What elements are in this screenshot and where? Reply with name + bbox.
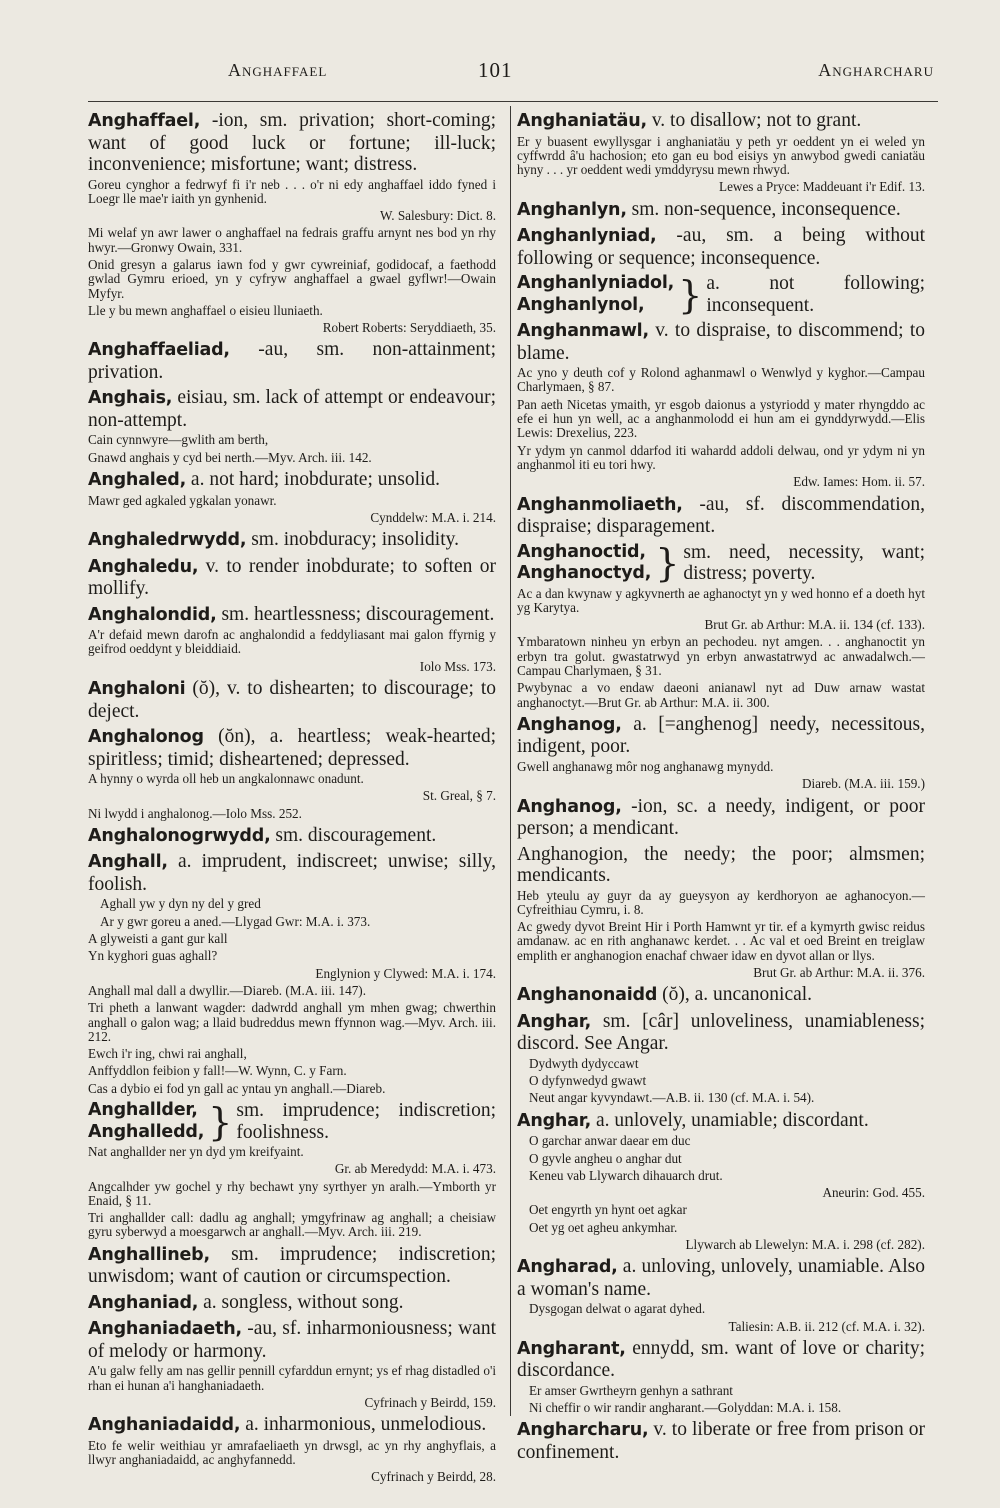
headword: Anghanog, (517, 714, 622, 735)
dictionary-entry (517, 320, 925, 489)
citation-quote: Pwybynac a vo endaw daeoni anianawl nyt ad Duw arnaw wastat anghanoctyt.—Brut Gr. ab Arthur: M.A. ii. 300. (517, 680, 925, 710)
headword: Anghaniad, (88, 1292, 199, 1313)
definition: eisiau, sm. lack of attempt or endeavour; non-attempt. (88, 387, 496, 431)
definition: sm. inobduracy; insolidity. (246, 529, 459, 551)
citation-source: Edw. Iames: Hom. ii. 57. (793, 474, 925, 490)
definition: sm. need, necessity, want; distress; poverty. (683, 541, 925, 585)
definition-line (88, 469, 496, 492)
definition: sm. [câr] unloveliness, unamiableness; discord. See Angar. (517, 1010, 925, 1055)
definition: sm. discouragement. (270, 824, 437, 846)
citation-quote: O garchar anwar daear em duc (529, 1133, 691, 1149)
headword: Anghaniatäu, (517, 111, 647, 131)
citation-source: Brut Gr. ab Arthur: M.A. ii. 376. (753, 965, 925, 981)
dictionary-entry (517, 714, 925, 792)
definition-line (88, 678, 496, 722)
definition: -au, sf. discommendation, dispraise; disparagement. (517, 493, 925, 538)
headword: Anghalledd, (88, 1121, 205, 1142)
headword: Anghaffaeliad, (88, 340, 230, 361)
headword: Anghall, (88, 852, 168, 873)
dictionary-entry (88, 1292, 496, 1315)
citation-quote: Ni lwydd i anghalonog.—Iolo Mss. 252. (88, 805, 302, 821)
headword: Anghanog, (517, 796, 622, 817)
definition-line (88, 1292, 496, 1315)
definition-line (517, 984, 925, 1007)
citation-quote: Dysgogan delwat o agarat dyhed. (529, 1301, 706, 1317)
citation-quote: Anffyddlon feibion y fall!—W. Wynn, C. y Farn. (88, 1063, 347, 1079)
dictionary-entry (88, 110, 496, 335)
dictionary-entry (88, 825, 496, 848)
dictionary-entry (88, 851, 496, 1096)
citation-quote: Ymbaratown ninheu yn erbyn an pechodeu. nyt amgen. . . anghanoctit yn erbyn tra golut. gwastatrwyd yn erbyn anwastatrwyd ac anwadalwch.—Campau Charlymaen, § 31. (517, 634, 925, 679)
citation-quote: Oet engyrth yn hynt oet agkar (529, 1202, 687, 1218)
dictionary-entry (88, 529, 496, 552)
headword-pair (517, 273, 674, 316)
citation-quote: Ac yno y deuth cof y Rolond aghanmawl o Wenwlyd y kyghor.—Campau Charlymaen, § 87. (517, 365, 925, 395)
dictionary-entry (517, 225, 925, 269)
citation-quote: Angcalhder yw gochel y rhy bechawt yny syrthyer yn aralh.—Ymborth yr Enaid, § 11. (88, 1178, 496, 1208)
definition-line (517, 844, 925, 887)
definition: a. [=anghenog] needy, necessitous, indigent, poor. (517, 713, 925, 758)
headword: Anghaniadaeth, (88, 1319, 242, 1340)
citation-source: W. Salesbury: Dict. 8. (380, 208, 496, 224)
definition-line (88, 1318, 496, 1362)
definition: -au, sm. non-attainment; privation. (88, 339, 496, 383)
citation-quote: Onid gresyn a galarus iawn fod y gwr cywreiniaf, godidocaf, a faethodd gwlad Gymru erioed, yn y cyfryw anghaffael a gwael gyflwr!—Owain Myfyr. (88, 256, 496, 301)
citation-source: Iolo Mss. 173. (419, 658, 496, 674)
dictionary-entry (88, 1100, 496, 1240)
definition: (ŏ), v. to dishearten; to discourage; to deject. (88, 678, 496, 722)
headword: Anghanmawl, (517, 321, 649, 342)
citation-source: Diareb. (M.A. iii. 159.) (801, 776, 925, 792)
dictionary-entry (88, 387, 496, 465)
citation-source: Brut Gr. ab Arthur: M.A. ii. 134 (cf. 133). (704, 617, 925, 633)
citation-quote: Yr ydym yn canmol ddarfod iti wahardd addoli delwau, ond yr ydym ni yn anghanmol iti eu tori hwy. (517, 442, 925, 472)
headword: Anghallineb, (88, 1244, 210, 1265)
definition: Anghanogion, the needy; the poor; almsmen; mendicants. (517, 843, 925, 887)
citation-quote: O gyvle angheu o anghar dut (529, 1150, 682, 1166)
citation-source: Cyfrinach y Beirdd, 159. (364, 1394, 496, 1410)
brace-symbol: } (655, 541, 680, 586)
citation-quote: Anghall mal dall a dwyllir.—Diareb. (M.A. iii. 147). (88, 982, 366, 998)
definition-line (517, 796, 925, 840)
citation-quote: Ewch i'r ing, chwi rai anghall, (88, 1046, 247, 1062)
headword: Anghanlyn, (517, 199, 627, 220)
headword: Anghanlyniad, (517, 226, 657, 247)
definition-line (88, 726, 496, 770)
citation-quote: Er amser Gwrtheyrn genhyn a sathrant (529, 1382, 733, 1398)
citation-quote: A hynny o wyrda oll heb un angkalonnawc onadunt. (88, 771, 364, 787)
citation-source: Taliesin: A.B. ii. 212 (cf. M.A. i. 32). (728, 1318, 925, 1334)
citation-quote: A'u galw felly am nas gellir pennill cyfarddun ernynt; ys ef rhag distadled o'i rhan ei hunan a'i hanghaniadaeth. (88, 1363, 496, 1393)
dictionary-entry (517, 984, 925, 1007)
dictionary-entry (88, 1318, 496, 1410)
dictionary-entry (517, 1338, 925, 1416)
dictionary-entry (517, 1011, 925, 1106)
citation-source: Cyfrinach y Beirdd, 28. (371, 1469, 496, 1485)
brace-symbol: } (678, 272, 703, 317)
definition-line (517, 494, 925, 538)
brace-symbol: } (208, 1099, 233, 1144)
citation-source: Lewes a Pryce: Maddeuant i'r Edif. 13. (719, 179, 925, 195)
citation-quote: Nat anghallder ner yn dyd ym kreifyaint. (88, 1144, 304, 1159)
dictionary-entry (88, 556, 496, 600)
citation-quote: Eto fe welir weithiau yr amrafaeliaeth yn drwsgl, ac yn rhy anghyflais, a llwyr anghaniadaidd, ac anghyfannedd. (88, 1437, 496, 1467)
definition: (ŏ), a. uncanonical. (657, 984, 813, 1006)
headword: Anghanlyniadol, (517, 273, 675, 294)
definition: v. to disallow; not to grant. (646, 110, 862, 131)
definition-line (88, 387, 496, 431)
definition-line (517, 225, 925, 269)
citation-quote: Yn kyghori guas aghall? (88, 948, 218, 964)
citation-source: Aneurin: God. 455. (822, 1185, 925, 1201)
definition: sm. imprudence; indiscretion; foolishness. (236, 1100, 496, 1143)
definition: a. unlovely, unamiable; discordant. (591, 1109, 869, 1131)
definition-line (517, 1110, 925, 1133)
dictionary-entry (517, 542, 925, 710)
dictionary-entry (88, 1414, 496, 1484)
citation-source: Englynion y Clywed: M.A. i. 174. (315, 965, 496, 981)
headword: Anghaled, (88, 470, 187, 491)
definition: a. songless, without song. (198, 1291, 404, 1313)
citation-quote: Goreu cynghor a fedrwyf fi i'r neb . . . o'r ni edy anghaffael iddo fyned i Loegr lle mae'r iaith yn gynhenid. (88, 176, 496, 206)
definition-line (517, 1011, 925, 1055)
dictionary-entry (517, 796, 925, 840)
definition-line (517, 1419, 925, 1463)
definition: a. not hard; inobdurate; unsolid. (186, 469, 441, 491)
dictionary-entry (517, 1256, 925, 1334)
definition-line (88, 604, 496, 627)
definition-line (517, 320, 925, 364)
citation-quote: Oet yg oet agheu ankymhar. (529, 1219, 678, 1235)
headword: Anghar, (517, 1110, 592, 1131)
citation-quote: Dydwyth dydyccawt (529, 1055, 639, 1071)
right-column (517, 110, 925, 1463)
dictionary-entry (517, 110, 925, 195)
definition-line (88, 556, 496, 600)
definition-line (88, 110, 496, 176)
definition: a. inharmonious, unmelodious. (240, 1414, 487, 1436)
definition: a. unloving, unlovely, unamiable. Also a woman's name. (517, 1256, 925, 1300)
column-divider (510, 106, 511, 1416)
dictionary-entry (88, 469, 496, 525)
headword: Anghaloni (88, 679, 186, 700)
dictionary-entry (88, 604, 496, 674)
definition-line (88, 851, 496, 895)
citation-quote: Heb yteulu ay guyr da ay gueysyon ay kerdhoryon ae aghanocyon.—Cyfreithiau Cymru, i. 8. (517, 887, 925, 917)
headword: Anghanlynol, (517, 294, 645, 315)
citation-quote: A'r defaid mewn darofn ac anghalondid a feddyliasant mai galon ffyrnig y geifrod oeddynt y bleiddiaid. (88, 627, 496, 657)
citation-source: Cynddelw: M.A. i. 214. (370, 509, 496, 525)
definition-line (517, 714, 925, 758)
definition: a. imprudent, indiscreet; unwise; silly, foolish. (88, 851, 496, 895)
definition: v. to liberate or free from prison or confinement. (517, 1419, 925, 1463)
definition: v. to dispraise, to discommend; to blame. (517, 320, 925, 364)
headword: Anghaledu, (88, 556, 199, 577)
citation-source: Llywarch ab Llewelyn: M.A. i. 298 (cf. 282). (685, 1236, 925, 1252)
definition: sm. imprudence; indiscretion; unwisdom; want of caution or circumspection. (88, 1243, 496, 1288)
definition: -ion, sm. privation; short-coming; want of good luck or fortune; ill-luck; inconvenience; misfortune; want; distress. (88, 110, 496, 175)
headword-pair (517, 542, 651, 585)
dictionary-entry (517, 844, 925, 981)
header-right-guide-word: Angharcharu (818, 60, 934, 80)
definition: sm. heartlessness; discouragement. (216, 603, 495, 625)
citation-quote: Neut angar kyvyndawt.—A.B. ii. 130 (cf. M.A. i. 54). (529, 1090, 815, 1106)
definition: a. not following; inconsequent. (706, 273, 925, 316)
headword: Angharant, (517, 1338, 626, 1359)
citation-quote: Cain cynnwyre—gwlith am berth, (88, 432, 269, 448)
definition-line (88, 825, 496, 848)
headword: Anghalonogrwydd, (88, 825, 271, 846)
definition: -au, sf. inharmoniousness; want of melody or harmony. (88, 1318, 496, 1362)
paired-headword-entry (88, 1100, 496, 1143)
dictionary-entry (517, 1419, 925, 1463)
definition: v. to render inobdurate; to soften or mollify. (88, 555, 496, 600)
dictionary-entry (88, 726, 496, 821)
citation-quote: Ni cheffir o wir randir angharant.—Golyddan: M.A. i. 158. (529, 1400, 842, 1416)
definition-line (88, 529, 496, 552)
citation-source: Gr. ab Meredydd: M.A. i. 473. (334, 1161, 496, 1177)
headword-pair (88, 1100, 204, 1143)
headword: Anghanmoliaeth, (517, 494, 683, 515)
citation-quote: Gwell anghanawg môr nog anghanawg mynydd. (517, 758, 774, 774)
definition: -au, sm. a being without following or sequence; inconsequence. (517, 225, 925, 269)
citation-quote: A glyweisti a gant gur kall (88, 931, 228, 947)
citation-quote: Pan aeth Nicetas ymaith, yr esgob daionus a ystyriodd y mater rhyngddo ac efe ei hun yn well, ac a anghanmolodd ei hun am ei gynddyrwydd.—Elis Lewis: Drexelius, 223. (517, 396, 925, 441)
headword: Anghais, (88, 388, 173, 409)
citation-quote: O dyfynwedyd gwawt (529, 1073, 647, 1089)
citation-quote: Tri pheth a lanwant wagder: dadwrdd anghall ym mhen gwag; chwerthin anghall o galon wag; a llaid budreddus mewn ffynnon wag.—Myv. Arch. iii. 212. (88, 1000, 496, 1044)
left-column (88, 110, 496, 1485)
page-header (88, 60, 938, 90)
dictionary-entry (517, 1110, 925, 1253)
definition: (ŏn), a. heartless; weak-hearted; spiritless; timid; disheartened; depressed. (88, 726, 496, 770)
page-number: 101 (478, 58, 513, 82)
definition-line (88, 339, 496, 383)
citation-quote: Tri anghallder call: dadlu ag anghall; ymgyfrinaw ag anghall; a cheisiaw gyru syberwyd a moesgarwch ar anghall.—Myv. Arch. iii. 219. (88, 1210, 496, 1240)
headword: Anghaledrwydd, (88, 530, 247, 551)
dictionary-entry (88, 1244, 496, 1288)
citation-quote: Er y buasent ewyllysgar i anghaniatäu y peth yr oeddent yn ei weled yn cyffwrdd â'u hachosion; eto gan eu bod eisiys yn anwybod gwedi caniatäu hyny . . . yr oeddent wedi ymddyrysu mewn rhwyd. (517, 133, 925, 178)
dictionary-entry (88, 678, 496, 722)
headword: Angharad, (517, 1257, 618, 1278)
headword: Anghanoctyd, (517, 563, 652, 584)
headword: Anghanonaidd (517, 985, 658, 1006)
citation-quote: Cas a dybio ei fod yn gall ac yntau yn anghall.—Diareb. (88, 1080, 386, 1096)
citation-quote: Lle y bu mewn anghaffael o eisieu lluniaeth. (88, 302, 323, 318)
citation-quote: Mawr ged agkaled ygkalan yonawr. (88, 492, 277, 508)
citation-source: Robert Roberts: Seryddiaeth, 35. (322, 320, 496, 336)
citation-quote: Ac a dan kwynaw y agkyvnerth ae aghanoctyt yn y wed honno ef a doeth hyt yg Karytya. (517, 585, 925, 615)
headword: Anghalonog (88, 727, 204, 748)
citation-source: St. Greal, § 7. (422, 788, 496, 804)
definition-line (517, 1256, 925, 1300)
headword: Anghallder, (88, 1100, 198, 1120)
definition: ennydd, sm. want of love or charity; discordance. (517, 1337, 925, 1382)
citation-quote: Gnawd anghais y cyd bei nerth.—Myv. Arch. iii. 142. (88, 449, 372, 465)
definition-line (88, 1244, 496, 1288)
headword: Anghanoctid, (517, 541, 646, 562)
citation-quote: Keneu vab Llywarch dihauarch drut. (529, 1167, 723, 1183)
header-left-guide-word: Anghaffael (228, 60, 328, 80)
citation-quote: Ac gwedy dyvot Breint Hir i Porth Hamwnt yr tir. ef a kymyrth gwisc reidus amdanaw. ac en rith anghanawc kerdet. . . Ac val et oed Breint en treiglaw emplith er anghanogion enachaf chwaer idaw en dyvot allan or llys. (517, 919, 925, 963)
headword: Anghaffael, (88, 111, 201, 131)
definition-line (517, 110, 925, 133)
definition-line (517, 1338, 925, 1382)
headword: Anghar, (517, 1011, 592, 1032)
dictionary-entry (88, 339, 496, 383)
header-rule (88, 101, 938, 102)
definition-line (88, 1414, 496, 1437)
paired-headword-entry (517, 273, 925, 316)
paired-headword-entry (517, 542, 925, 585)
citation-quote: Mi welaf yn awr lawer o anghaffael na fedrais graffu arnynt nes bod yn rhy hwyr.—Gronwy Owain, 331. (88, 225, 496, 255)
citation-quote: Aghall yw y dyn ny del y gred (100, 896, 261, 912)
headword: Anghalondid, (88, 604, 217, 625)
definition: sm. non-sequence, inconsequence. (626, 198, 901, 220)
citation-quote: Ar y gwr goreu a aned.—Llygad Gwr: M.A. i. 373. (100, 913, 371, 929)
definition: -ion, sc. a needy, indigent, or poor person; a mendicant. (517, 795, 925, 840)
headword: Anghaniadaidd, (88, 1415, 241, 1436)
dictionary-entry (517, 494, 925, 538)
definition-line (517, 199, 925, 222)
dictionary-entry (517, 199, 925, 222)
headword: Angharcharu, (517, 1420, 649, 1441)
dictionary-entry (517, 273, 925, 316)
